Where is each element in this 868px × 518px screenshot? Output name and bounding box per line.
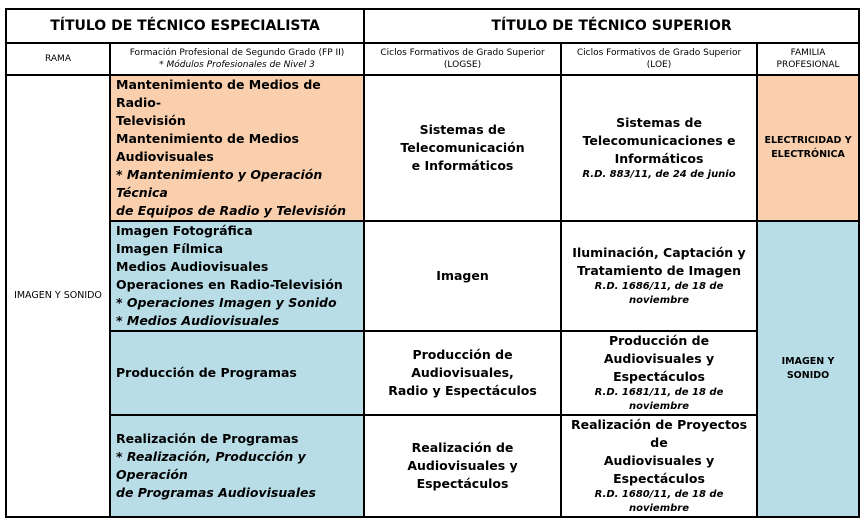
logse-cell-row-1 (364, 221, 561, 331)
header-logse-line1: Ciclos Formativos de Grado Superior (380, 48, 545, 58)
equivalence-table-wrapper (5, 8, 860, 518)
fp-title-line: Medios Audiovisuales (116, 259, 269, 274)
fp-title-line: Audiovisuales (116, 149, 214, 164)
text-line: Realización de Proyectos de (570, 417, 748, 450)
text-line: Informáticos (614, 151, 704, 166)
text-line: Sistemas de (616, 115, 702, 130)
equivalence-table (5, 8, 860, 518)
logse-cell-row-2 (364, 331, 561, 415)
text-line: e Informáticos (411, 158, 514, 173)
fp-module-line: * Medios Audiovisuales (116, 313, 280, 328)
loe-cell-row-3 (561, 415, 757, 517)
fp-module-line: * Mantenimiento y Operación Técnica (116, 167, 323, 200)
fp-title-line: Imagen Fílmica (116, 241, 224, 256)
fp-title-line: Mantenimiento de Medios de Radio- (116, 77, 321, 110)
header-familia (757, 43, 859, 75)
familia-imagen-sonido: IMAGEN Y SONIDO (757, 221, 859, 517)
logse-cell-row-0 (364, 75, 561, 221)
fp-cell-row-2 (110, 331, 364, 415)
header-familia-line2: PROFESIONAL (776, 60, 840, 70)
text-line: Realización de Audiovisuales y (407, 440, 518, 473)
loe-title-row-0 (566, 114, 752, 168)
fp-module-line: * Operaciones Imagen y Sonido (116, 295, 337, 310)
header-tecnico-superior: TÍTULO DE TÉCNICO SUPERIOR (364, 9, 859, 43)
loe-cell-row-0 (561, 75, 757, 221)
header-loe-line1: Ciclos Formativos de Grado Superior (576, 48, 742, 58)
text-line: Audiovisuales y Espectáculos (603, 453, 715, 486)
header-fp-line1: Formación Profesional de Segundo Grado (FP II) (129, 48, 345, 58)
loe-title-row-2 (566, 332, 752, 386)
header-loe-line2: (LOE) (646, 60, 672, 70)
fp-title-line: Mantenimiento de Medios (116, 131, 299, 146)
text-line: Producción de Audiovisuales, (411, 347, 514, 380)
fp-module-line: * Realización, Producción y Operación (116, 449, 306, 482)
logse-cell-row-3 (364, 415, 561, 517)
fp-cell-row-0 (110, 75, 364, 221)
fp-cell-row-1 (110, 221, 364, 331)
text-line: Sistemas de Telecomunicación (400, 122, 525, 155)
fp-title-line: Realización de Programas (116, 431, 299, 446)
loe-rd-row-3: R.D. 1680/11, de 18 de noviembre (594, 489, 724, 514)
header-logse-line2: (LOGSE) (443, 60, 482, 70)
loe-cell-row-1 (561, 221, 757, 331)
loe-rd-row-0: R.D. 883/11, de 24 de junio (582, 169, 736, 180)
fp-title-line: Producción de Programas (116, 365, 297, 380)
header-fp (110, 43, 364, 75)
fp-cell-row-3 (110, 415, 364, 517)
text-line: Iluminación, Captación y (572, 245, 746, 260)
header-rama: RAMA (6, 43, 110, 75)
header-tecnico-especialista: TÍTULO DE TÉCNICO ESPECIALISTA (6, 9, 364, 43)
fp-module-line: de Programas Audiovisuales (116, 485, 316, 500)
familia-electricidad: ELECTRICIDAD Y ELECTRÓNICA (757, 75, 859, 221)
header-fp-line2: * Módulos Profesionales de Nivel 3 (159, 60, 315, 70)
text-line: Telecomunicaciones e (582, 133, 736, 148)
fp-module-line: de Equipos de Radio y Televisión (116, 203, 347, 218)
header-logse (364, 43, 561, 75)
header-loe (561, 43, 757, 75)
text-line: Espectáculos (613, 369, 705, 384)
loe-rd-row-1: R.D. 1686/11, de 18 de noviembre (594, 281, 724, 306)
text-line: Imagen (436, 268, 489, 283)
fp-title-line: Televisión (116, 113, 186, 128)
loe-rd-row-2: R.D. 1681/11, de 18 de noviembre (594, 387, 724, 412)
text-line: Radio y Espectáculos (388, 383, 537, 398)
header-familia-line1: FAMILIA (790, 48, 826, 58)
text-line: Espectáculos (416, 476, 509, 491)
fp-title-line: Operaciones en Radio-Televisión (116, 277, 343, 292)
rama-cell: IMAGEN Y SONIDO (6, 75, 110, 517)
loe-title-row-3 (566, 416, 752, 488)
text-line: Producción de Audiovisuales y (603, 333, 715, 366)
fp-title-line: Imagen Fotográfica (116, 223, 253, 238)
loe-cell-row-2 (561, 331, 757, 415)
text-line: Tratamiento de Imagen (577, 263, 741, 278)
loe-title-row-1 (566, 244, 752, 280)
